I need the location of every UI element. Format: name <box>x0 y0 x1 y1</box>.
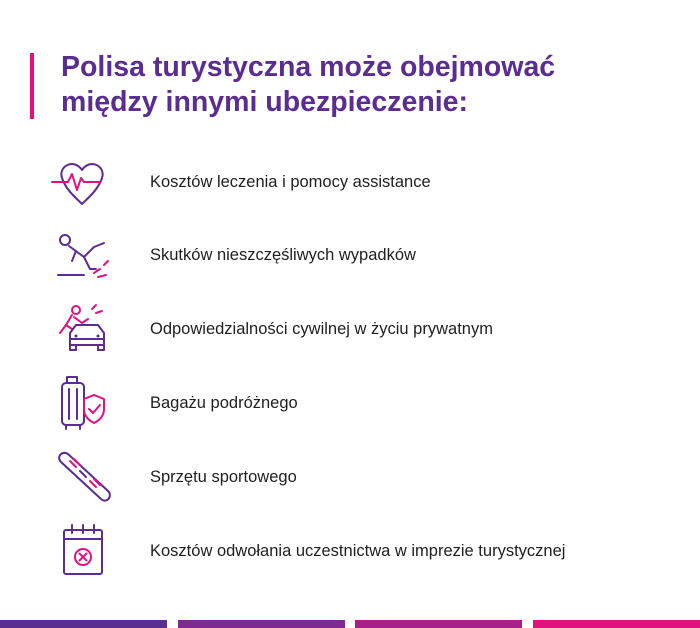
heart-pulse-icon <box>50 152 114 212</box>
footer-bar-segment <box>0 620 167 628</box>
title-accent-bar <box>30 53 34 119</box>
calendar-cancel-icon <box>50 521 114 581</box>
coverage-item-trip-cancellation <box>50 521 670 581</box>
coverage-item-label: Bagażu podróżnego <box>150 394 298 412</box>
coverage-item-liability <box>50 299 670 359</box>
coverage-item-label: Kosztów leczenia i pomocy assistance <box>150 173 431 191</box>
coverage-item-label: Sprzętu sportowego <box>150 468 297 486</box>
coverage-item-luggage <box>50 373 670 433</box>
luggage-shield-icon <box>50 373 114 433</box>
snowboard-icon <box>50 447 114 507</box>
coverage-item-medical <box>50 152 670 212</box>
coverage-item-label: Skutków nieszczęśliwych wypadków <box>150 246 416 264</box>
footer-bar-segment <box>533 620 700 628</box>
page-title <box>61 50 555 120</box>
coverage-item-sports-equipment <box>50 447 670 507</box>
coverage-item-label: Odpowiedzialności cywilnej w życiu prywatnym <box>150 320 493 338</box>
coverage-item-label: Kosztów odwołania uczestnictwa w imprezie turystycznej <box>150 542 566 560</box>
title-line-1: Polisa turystyczna może obejmować <box>61 51 556 83</box>
car-accident-icon <box>50 299 114 359</box>
footer-bar-segment <box>355 620 522 628</box>
falling-person-icon <box>50 225 114 285</box>
footer-bar-segment <box>178 620 345 628</box>
title-line-2: między innymi ubezpieczenie: <box>61 86 469 118</box>
coverage-item-accident <box>50 225 670 285</box>
